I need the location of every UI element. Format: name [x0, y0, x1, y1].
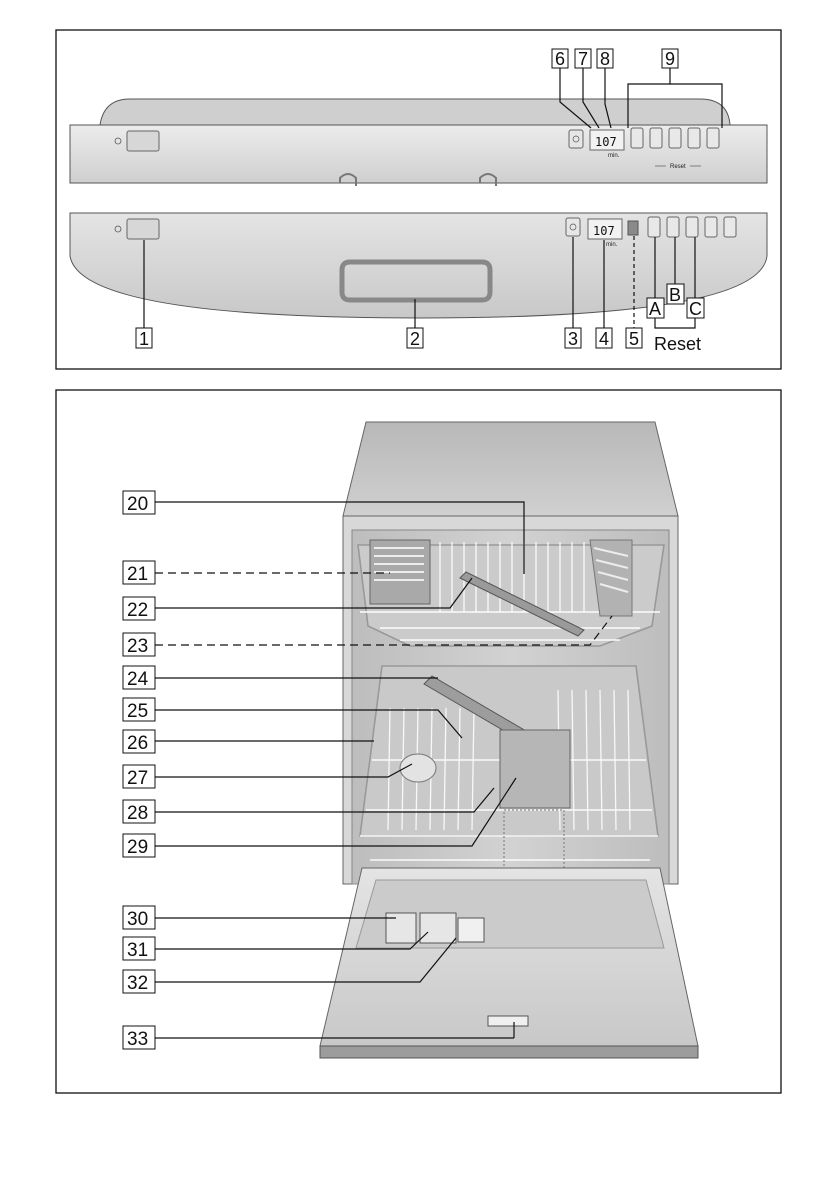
svg-text:30: 30	[127, 909, 149, 930]
svg-text:20: 20	[127, 494, 149, 515]
reset-strip-caption-upper: Reset	[670, 164, 686, 170]
svg-text:6: 6	[555, 49, 566, 69]
reset-bracket	[655, 318, 695, 328]
rinse-aid-dispenser	[420, 913, 456, 943]
display-reading-lower: 107	[593, 224, 615, 238]
callout-26	[123, 730, 374, 754]
svg-text:C: C	[689, 299, 702, 319]
svg-text:4: 4	[599, 329, 610, 349]
rating-plate	[488, 1016, 528, 1026]
svg-text:5: 5	[629, 329, 640, 349]
svg-text:1: 1	[139, 329, 150, 349]
dishwasher-body	[320, 422, 698, 1058]
svg-text:A: A	[649, 299, 662, 319]
svg-text:28: 28	[127, 803, 149, 824]
svg-text:9: 9	[665, 49, 676, 69]
reset-caption: Reset	[654, 334, 702, 354]
svg-text:21: 21	[127, 564, 149, 585]
svg-text:31: 31	[127, 940, 149, 961]
cutlery-basket	[500, 730, 570, 808]
svg-text:27: 27	[127, 768, 149, 789]
svg-text:8: 8	[600, 49, 611, 69]
svg-text:3: 3	[568, 329, 579, 349]
display-unit-upper: min.	[608, 153, 620, 159]
svg-text:32: 32	[127, 973, 149, 994]
svg-text:23: 23	[127, 636, 149, 657]
display-unit-lower: min.	[606, 242, 618, 248]
display-reading-upper: 107	[595, 135, 617, 149]
control-panel-upper	[70, 99, 767, 186]
svg-text:7: 7	[578, 49, 589, 69]
svg-text:25: 25	[127, 701, 149, 722]
svg-text:2: 2	[410, 329, 421, 349]
svg-text:B: B	[669, 285, 682, 305]
svg-text:26: 26	[127, 733, 149, 754]
svg-text:22: 22	[127, 600, 149, 621]
svg-text:29: 29	[127, 837, 149, 858]
svg-text:33: 33	[127, 1029, 149, 1050]
svg-text:24: 24	[127, 669, 149, 690]
